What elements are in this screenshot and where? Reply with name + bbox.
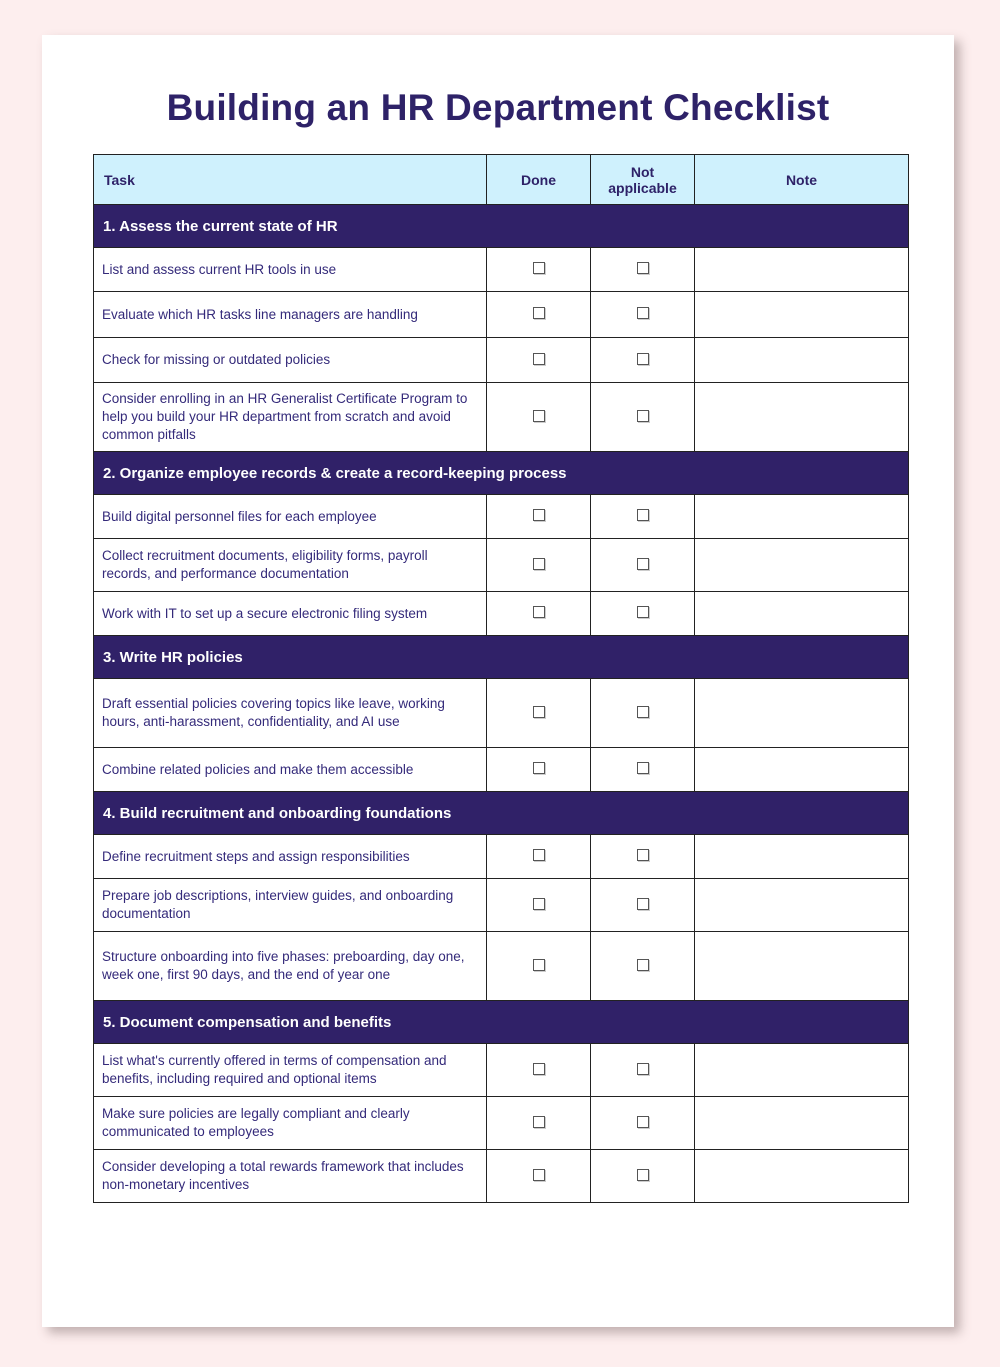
note-cell[interactable]	[695, 1044, 909, 1097]
done-checkbox-cell	[487, 879, 591, 932]
task-row	[94, 292, 909, 338]
done-checkbox-cell	[487, 1150, 591, 1203]
not-applicable-checkbox[interactable]	[637, 1063, 649, 1075]
done-checkbox-cell	[487, 1044, 591, 1097]
done-checkbox[interactable]	[533, 1169, 545, 1181]
note-cell[interactable]	[695, 1097, 909, 1150]
task-row	[94, 495, 909, 539]
not-applicable-checkbox-cell	[591, 679, 695, 748]
table-header-row	[94, 155, 909, 205]
note-cell[interactable]	[695, 495, 909, 539]
task-row	[94, 1044, 909, 1097]
done-checkbox[interactable]	[533, 558, 545, 570]
checklist-page	[42, 35, 954, 1327]
not-applicable-checkbox-cell	[591, 495, 695, 539]
section-header-row	[94, 205, 909, 248]
task-text: Prepare job descriptions, interview guides, and onboarding documentation	[94, 879, 487, 932]
task-text: Structure onboarding into five phases: preboarding, day one, week one, first 90 days, and the end of year one	[94, 932, 487, 1001]
task-text: Evaluate which HR tasks line managers are handling	[94, 292, 487, 338]
done-checkbox[interactable]	[533, 898, 545, 910]
task-text: Define recruitment steps and assign responsibilities	[94, 835, 487, 879]
not-applicable-checkbox[interactable]	[637, 1116, 649, 1128]
column-header-note: Note	[695, 155, 909, 205]
task-text: Combine related policies and make them accessible	[94, 748, 487, 792]
task-row	[94, 748, 909, 792]
column-header-task: Task	[94, 155, 487, 205]
task-row	[94, 592, 909, 636]
not-applicable-checkbox[interactable]	[637, 509, 649, 521]
done-checkbox[interactable]	[533, 762, 545, 774]
done-checkbox[interactable]	[533, 959, 545, 971]
column-header-not-applicable	[591, 155, 695, 205]
not-applicable-checkbox-cell	[591, 383, 695, 452]
task-text: Build digital personnel files for each employee	[94, 495, 487, 539]
task-text: Check for missing or outdated policies	[94, 338, 487, 383]
task-row	[94, 835, 909, 879]
not-applicable-checkbox-cell	[591, 932, 695, 1001]
not-applicable-checkbox[interactable]	[637, 1169, 649, 1181]
not-applicable-checkbox-cell	[591, 1097, 695, 1150]
not-applicable-checkbox[interactable]	[637, 849, 649, 861]
note-cell[interactable]	[695, 932, 909, 1001]
done-checkbox[interactable]	[533, 307, 545, 319]
done-checkbox[interactable]	[533, 1063, 545, 1075]
checklist-table	[93, 154, 909, 1203]
task-row	[94, 932, 909, 1001]
task-text: Consider developing a total rewards framework that includes non-monetary incentives	[94, 1150, 487, 1203]
section-header-row	[94, 636, 909, 679]
note-cell[interactable]	[695, 1150, 909, 1203]
not-applicable-checkbox-cell	[591, 879, 695, 932]
not-applicable-line2: applicable	[608, 179, 677, 196]
section-header-row	[94, 1001, 909, 1044]
not-applicable-checkbox-cell	[591, 292, 695, 338]
done-checkbox-cell	[487, 932, 591, 1001]
not-applicable-checkbox-cell	[591, 539, 695, 592]
note-cell[interactable]	[695, 248, 909, 292]
done-checkbox[interactable]	[533, 509, 545, 521]
task-text: List and assess current HR tools in use	[94, 248, 487, 292]
task-row	[94, 539, 909, 592]
task-row	[94, 1150, 909, 1203]
not-applicable-checkbox[interactable]	[637, 762, 649, 774]
not-applicable-checkbox[interactable]	[637, 898, 649, 910]
not-applicable-checkbox[interactable]	[637, 606, 649, 618]
not-applicable-checkbox-cell	[591, 835, 695, 879]
done-checkbox[interactable]	[533, 262, 545, 274]
done-checkbox[interactable]	[533, 410, 545, 422]
done-checkbox-cell	[487, 495, 591, 539]
section-title: 4. Build recruitment and onboarding foundations	[94, 792, 909, 835]
task-row	[94, 1097, 909, 1150]
not-applicable-checkbox[interactable]	[637, 307, 649, 319]
done-checkbox-cell	[487, 748, 591, 792]
note-cell[interactable]	[695, 292, 909, 338]
note-cell[interactable]	[695, 592, 909, 636]
section-title: 1. Assess the current state of HR	[94, 205, 909, 248]
done-checkbox[interactable]	[533, 353, 545, 365]
not-applicable-checkbox-cell	[591, 592, 695, 636]
not-applicable-checkbox[interactable]	[637, 262, 649, 274]
note-cell[interactable]	[695, 748, 909, 792]
not-applicable-checkbox-cell	[591, 338, 695, 383]
column-header-done: Done	[487, 155, 591, 205]
done-checkbox-cell	[487, 383, 591, 452]
done-checkbox-cell	[487, 539, 591, 592]
not-applicable-checkbox[interactable]	[637, 959, 649, 971]
not-applicable-checkbox[interactable]	[637, 706, 649, 718]
done-checkbox[interactable]	[533, 1116, 545, 1128]
done-checkbox-cell	[487, 1097, 591, 1150]
not-applicable-line1: Not	[630, 163, 655, 180]
done-checkbox[interactable]	[533, 849, 545, 861]
section-title: 5. Document compensation and benefits	[94, 1001, 909, 1044]
task-row	[94, 338, 909, 383]
task-text: Collect recruitment documents, eligibility forms, payroll records, and performance documentation	[94, 539, 487, 592]
not-applicable-checkbox[interactable]	[637, 353, 649, 365]
done-checkbox-cell	[487, 292, 591, 338]
note-cell[interactable]	[695, 879, 909, 932]
done-checkbox-cell	[487, 679, 591, 748]
task-row	[94, 248, 909, 292]
task-text: Consider enrolling in an HR Generalist Certificate Program to help you build your HR department from scratch and avoid common pitfalls	[94, 383, 487, 452]
task-text: Draft essential policies covering topics like leave, working hours, anti-harassment, confidentiality, and AI use	[94, 679, 487, 748]
task-row	[94, 679, 909, 748]
not-applicable-checkbox[interactable]	[637, 410, 649, 422]
done-checkbox[interactable]	[533, 706, 545, 718]
section-title: 2. Organize employee records & create a record-keeping process	[94, 452, 909, 495]
page-title: Building an HR Department Checklist	[166, 87, 830, 128]
task-text: List what's currently offered in terms of compensation and benefits, including required and optional items	[94, 1044, 487, 1097]
done-checkbox-cell	[487, 248, 591, 292]
not-applicable-checkbox-cell	[591, 1044, 695, 1097]
not-applicable-checkbox[interactable]	[637, 558, 649, 570]
task-row	[94, 879, 909, 932]
note-cell[interactable]	[695, 338, 909, 383]
done-checkbox-cell	[487, 835, 591, 879]
section-header-row	[94, 452, 909, 495]
done-checkbox-cell	[487, 338, 591, 383]
task-text: Work with IT to set up a secure electronic filing system	[94, 592, 487, 636]
task-row	[94, 383, 909, 452]
not-applicable-checkbox-cell	[591, 248, 695, 292]
section-header-row	[94, 792, 909, 835]
note-cell[interactable]	[695, 539, 909, 592]
not-applicable-checkbox-cell	[591, 1150, 695, 1203]
note-cell[interactable]	[695, 835, 909, 879]
note-cell[interactable]	[695, 383, 909, 452]
note-cell[interactable]	[695, 679, 909, 748]
not-applicable-checkbox-cell	[591, 748, 695, 792]
done-checkbox-cell	[487, 592, 591, 636]
done-checkbox[interactable]	[533, 606, 545, 618]
task-text: Make sure policies are legally compliant and clearly communicated to employees	[94, 1097, 487, 1150]
section-title: 3. Write HR policies	[94, 636, 909, 679]
